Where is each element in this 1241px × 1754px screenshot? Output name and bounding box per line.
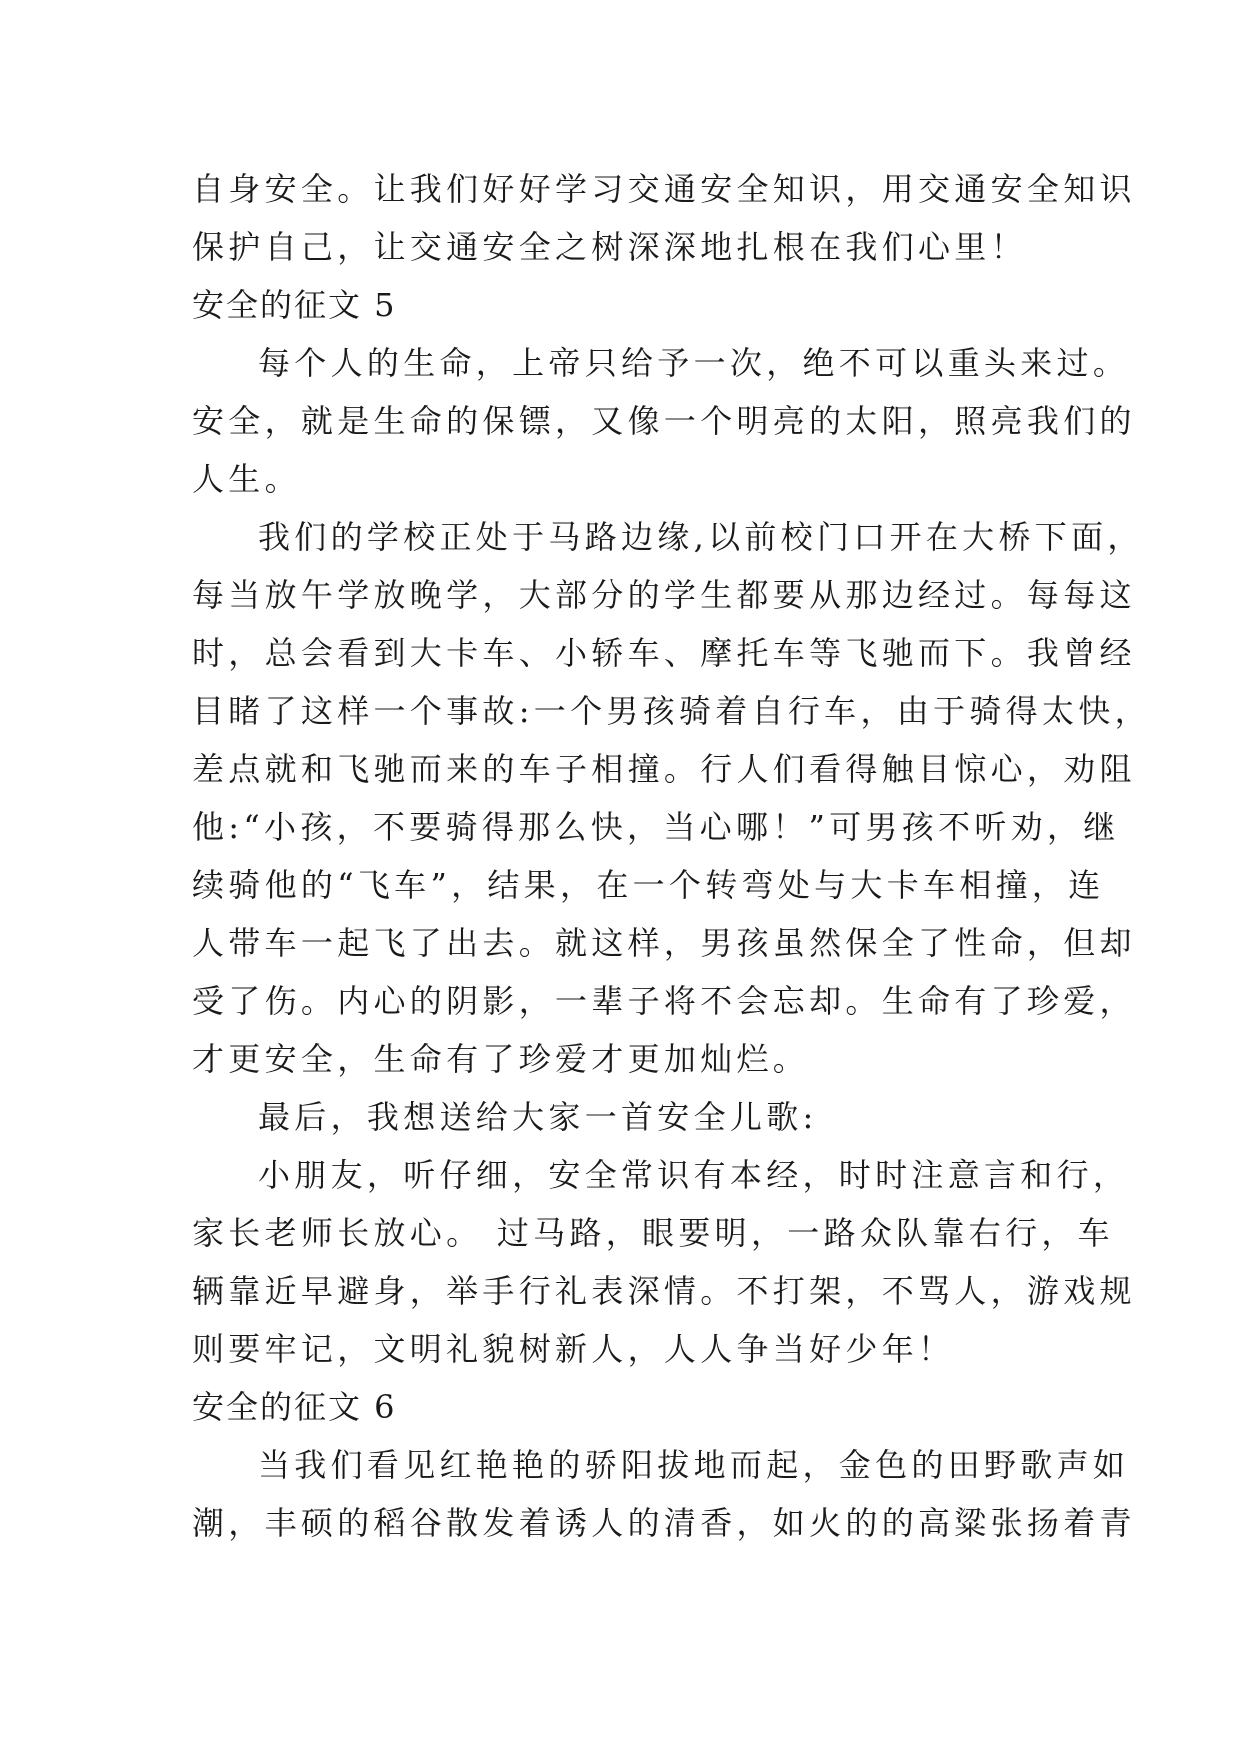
paragraph-line: 他:“小孩，不要骑得那么快，当心哪！”可男孩不听劝，继 [192, 808, 1120, 846]
paragraph-line: 续骑他的“飞车”，结果，在一个转弯处与大卡车相撞，连 [192, 866, 1105, 904]
paragraph-line: 受了伤。内心的阴影，一辈子将不会忘却。生命有了珍爱， [192, 982, 1136, 1020]
paragraph-line: 则要牢记，文明礼貌树新人，人人争当好少年！ [192, 1330, 955, 1368]
section-heading: 安全的征文 6 [192, 1388, 397, 1426]
paragraph-line: 差点就和飞驰而来的车子相撞。行人们看得触目惊心，劝阻 [192, 750, 1136, 788]
paragraph-line: 最后，我想送给大家一首安全儿歌: [258, 1098, 818, 1136]
paragraph-line: 时，总会看到大卡车、小轿车、摩托车等飞驰而下。我曾经 [192, 634, 1136, 672]
paragraph-line: 潮，丰硕的稻谷散发着诱人的清香，如火的的高粱张扬着青 [192, 1504, 1136, 1542]
paragraph-line: 人带车一起飞了出去。就这样，男孩虽然保全了性命，但却 [192, 924, 1136, 962]
paragraph-line: 保护自己，让交通安全之树深深地扎根在我们心里！ [192, 228, 1027, 266]
paragraph-line: 我们的学校正处于马路边缘,以前校门口开在大桥下面， [258, 518, 1144, 556]
paragraph-line: 小朋友，听仔细，安全常识有本经，时时注意言和行， [258, 1156, 1130, 1194]
paragraph-line: 目睹了这样一个事故:一个男孩骑着自行车，由于骑得太快， [192, 692, 1151, 730]
paragraph-line: 每当放午学放晚学，大部分的学生都要从那边经过。每每这 [192, 576, 1136, 614]
paragraph-line: 当我们看见红艳艳的骄阳拔地而起，金色的田野歌声如 [258, 1446, 1130, 1484]
paragraph-line: 家长老师长放心。 过马路，眼要明，一路众队靠右行，车 [192, 1214, 1114, 1252]
paragraph-line: 辆靠近早避身，举手行礼表深情。不打架，不骂人，游戏规 [192, 1272, 1136, 1310]
paragraph-line: 自身安全。让我们好好学习交通安全知识，用交通安全知识 [192, 170, 1136, 208]
paragraph-line: 人生。 [192, 460, 301, 498]
paragraph-line: 安全，就是生命的保镖，又像一个明亮的太阳，照亮我们的 [192, 402, 1136, 440]
paragraph-line: 每个人的生命，上帝只给予一次，绝不可以重头来过。 [258, 344, 1130, 382]
document-page [192, 160, 1151, 1552]
section-heading: 安全的征文 5 [192, 286, 397, 324]
paragraph-line: 才更安全，生命有了珍爱才更加灿烂。 [192, 1040, 810, 1078]
